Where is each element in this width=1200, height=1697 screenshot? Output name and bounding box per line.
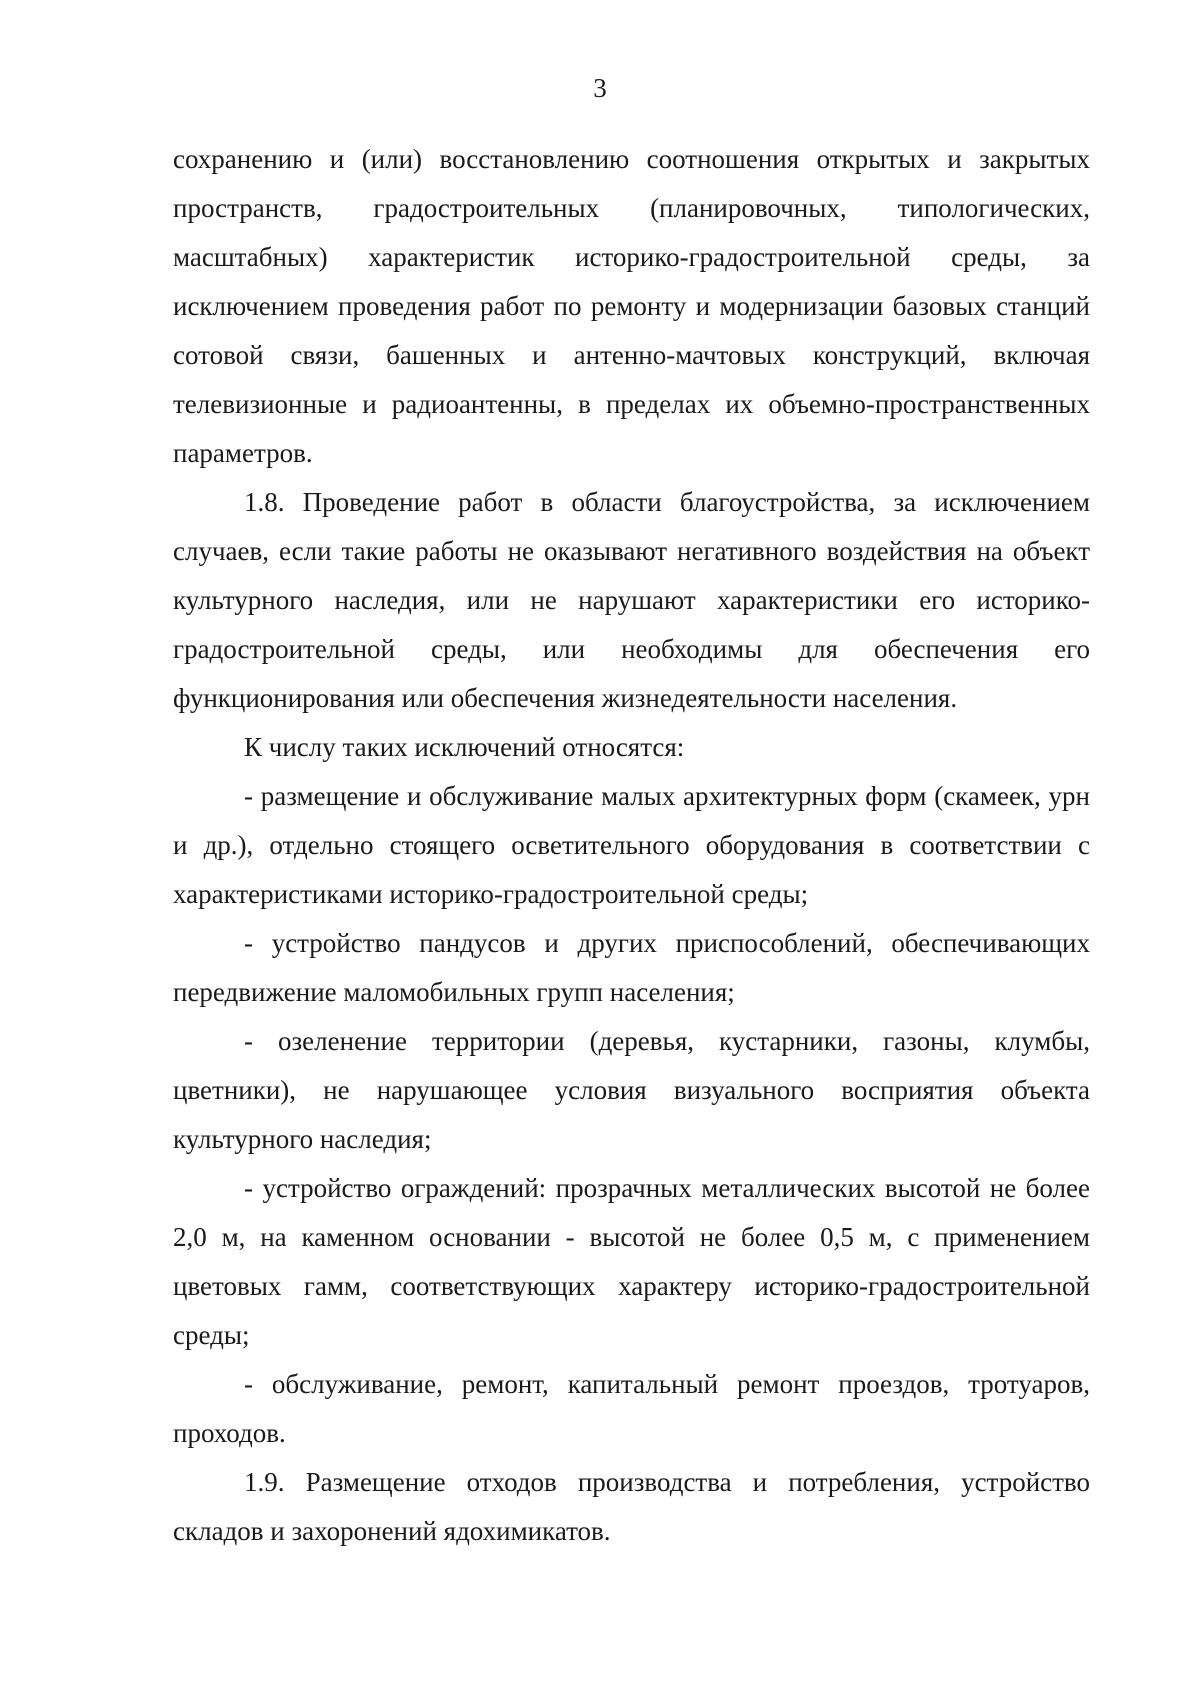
- list-item-small-architectural-forms: - размещение и обслуживание малых архитектурных форм (скамеек, урн и др.), отдельно стоящего осветительного оборудования в соответствии с характеристиками историко-градостроительной среды;: [173, 781, 1090, 909]
- list-item-road-maintenance: - обслуживание, ремонт, капитальный ремонт проездов, тротуаров, проходов.: [173, 1369, 1090, 1448]
- page-number: 3: [593, 73, 607, 103]
- list-item-landscaping: - озеленение территории (деревья, кустарники, газоны, клумбы, цветники), не нарушающее условия визуального восприятия объекта культурного наследия;: [173, 1026, 1090, 1154]
- document-body: [173, 135, 1090, 1556]
- paragraph-exceptions-intro: К числу таких исключений относятся:: [244, 732, 685, 762]
- paragraph-item-1-8: 1.8. Проведение работ в области благоустройства, за исключением случаев, если такие работы не оказывают негативного воздействия на объект культурного наследия, или не нарушают характеристики его историко-градостроительной среды, или необходимы для обеспечения его функционирования или обеспечения жизнедеятельности населения.: [173, 487, 1090, 713]
- list-item-fences: - устройство ограждений: прозрачных металлических высотой не более 2,0 м, на каменном основании - высотой не более 0,5 м, с применением цветовых гамм, соответствующих характеру историко-градостроительной среды;: [173, 1173, 1090, 1350]
- paragraph-item-1-9: 1.9. Размещение отходов производства и потребления, устройство складов и захоронений ядохимикатов.: [173, 1467, 1090, 1546]
- list-item-ramps: - устройство пандусов и других приспособлений, обеспечивающих передвижение маломобильных групп населения;: [173, 928, 1090, 1007]
- paragraph-continuation: сохранению и (или) восстановлению соотношения открытых и закрытых пространств, градостроительных (планировочных, типологических, масштабных) характеристик историко-градостроительной среды, за исключением проведения работ по ремонту и модернизации базовых станций сотовой связи, башенных и антенно-мачтовых конструкций, включая телевизионные и радиоантенны, в пределах их объемно-пространственных параметров.: [173, 144, 1090, 468]
